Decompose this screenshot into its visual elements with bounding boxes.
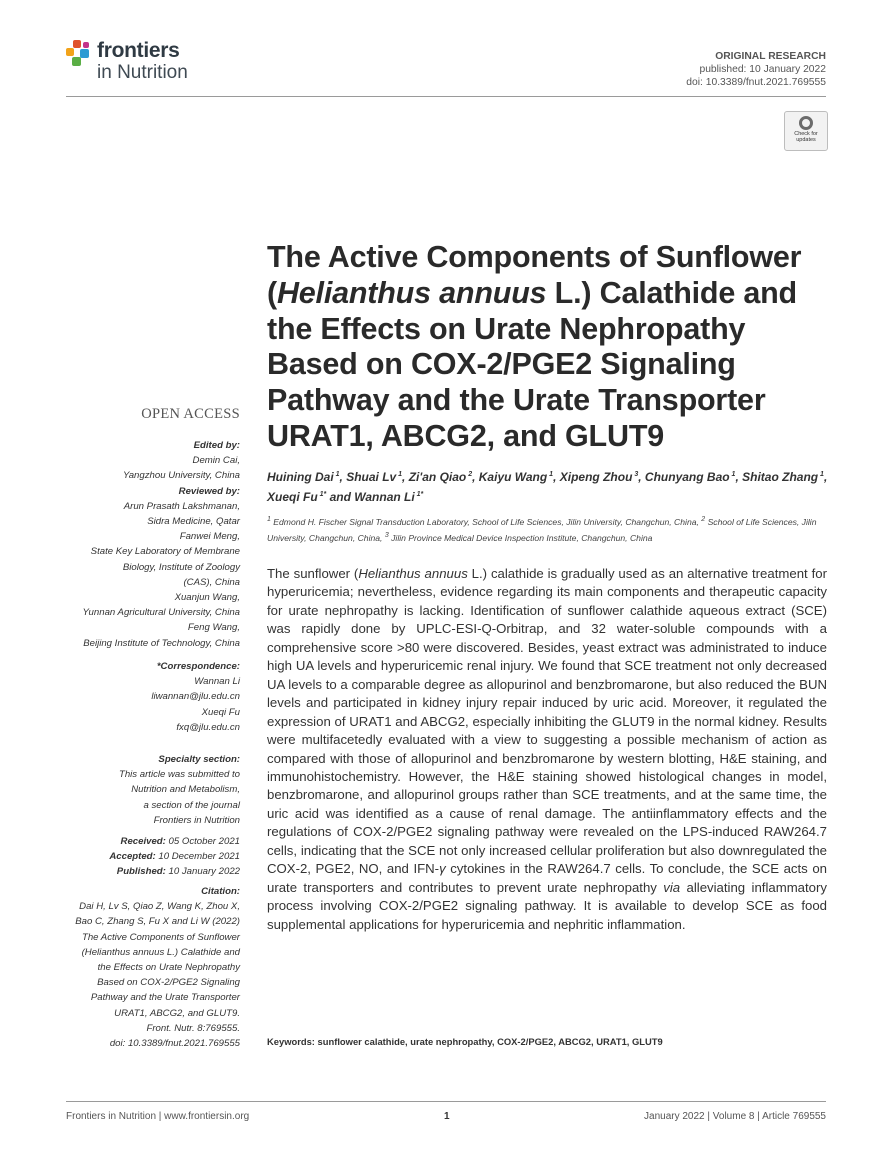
abstract-via: via	[663, 879, 681, 895]
received-value: 05 October 2021	[165, 836, 240, 847]
citation-label: Citation:	[201, 886, 240, 897]
article-type: ORIGINAL RESEARCH	[715, 51, 826, 62]
title-species: Helianthus annuus	[276, 275, 547, 310]
title-line: URAT1, ABCG2, and GLUT9	[267, 418, 665, 453]
check-for-updates-button[interactable]	[784, 111, 828, 151]
correspondence-line: Wannan Li	[194, 676, 240, 688]
logo-wordmark: frontiers	[97, 39, 180, 62]
citation-line: Front. Nutr. 8:769555.	[146, 1022, 240, 1034]
reviewed-by-label: Reviewed by:	[178, 485, 240, 497]
author-name[interactable]: Chunyang Bao	[644, 470, 730, 484]
accepted-label: Accepted:	[109, 851, 156, 863]
title-line: The Active Components of Sunflower	[267, 240, 802, 274]
specialty-line: Nutrition and Metabolism,	[131, 784, 240, 796]
author-name[interactable]: Xueqi Fu	[267, 490, 318, 504]
citation-line: Bao C, Zhang S, Fu X and Li W (2022)	[75, 916, 240, 928]
author-name[interactable]: Huining Dai	[267, 470, 334, 484]
specialty-line: Frontiers in Nutrition	[153, 814, 240, 826]
title-line: Based on COX-2/PGE2 Signaling	[267, 347, 736, 382]
citation-line: The Active Components of Sunflower	[81, 931, 240, 943]
reviewer-line: Fanwei Meng,	[179, 531, 240, 543]
accepted-value: 10 December 2021	[155, 851, 240, 863]
affiliations	[267, 513, 832, 545]
received-date	[60, 834, 240, 849]
open-access-label: OPEN ACCESS	[141, 406, 240, 422]
check-updates-label: Check for updates	[794, 131, 818, 143]
check-updates-icon	[799, 116, 813, 130]
affiliation-text: Jilin Province Medical Device Inspection Institute, Changchun, China	[388, 532, 653, 543]
affiliation-text: Edmond H. Fischer Signal Transduction Laboratory, School of Life Sciences, Jilin University, Changchun, China,	[270, 516, 702, 527]
reviewer-line: State Key Laboratory of Membrane	[90, 546, 240, 558]
abstract	[267, 565, 827, 934]
keywords: Keywords: sunflower calathide, urate nephropathy, COX-2/PGE2, ABCG2, URAT1, GLUT9	[267, 1036, 663, 1047]
sidebar-editors	[60, 438, 240, 651]
citation-line: the Effects on Urate Nephropathy	[97, 962, 240, 974]
header-rule	[66, 96, 826, 97]
title-paren: (	[267, 275, 277, 310]
specialty-line: a section of the journal	[143, 799, 240, 811]
specialty-line: This article was submitted to	[118, 769, 240, 781]
author-affiliation-mark: 1	[396, 471, 403, 478]
citation-doi[interactable]: doi: 10.3389/fnut.2021.769555	[109, 1038, 240, 1050]
author-name[interactable]: Kaiyu Wang	[478, 470, 548, 484]
author-affiliation-mark: 1	[818, 471, 824, 478]
published-value: 10 January 2022	[165, 866, 240, 878]
article-meta-header	[686, 50, 826, 89]
citation-line: (Helianthus annuus L.) Calathide and	[81, 946, 240, 958]
citation-line: Dai H, Lv S, Qiao Z, Wang K, Zhou X,	[79, 901, 240, 913]
author-affiliation-mark: 1	[729, 471, 736, 478]
footer-journal-link[interactable]: Frontiers in Nutrition | www.frontiersin.org	[66, 1111, 250, 1122]
sidebar-correspondence	[60, 659, 240, 735]
affiliation-text: School of Life Sciences, Jilin University, Changchun, China,	[267, 516, 817, 543]
author-name[interactable]: Wannan Li	[354, 490, 415, 504]
sidebar-dates	[60, 834, 240, 880]
reviewer-line: Xuanjun Wang,	[174, 592, 240, 604]
sidebar-citation	[60, 884, 240, 1051]
author-name[interactable]: Zi'an Qiao	[408, 470, 467, 484]
abstract-text: L.) calathide is gradually used as an alternative treatment for hyperuricemia; nevertheless, evidence regarding its main components and therapeutic capacity for urate nephropathy is lacking. Identification of sunflower calathide aqueous extract (SCE) was rapidly done by UPLC-ESI-Q-Orbitrap, and 32 water-soluble compounds with a comprehensive score >80 were discovered. Besides, yeast extract was administrated to induce high UA levels and hyperuricemic renal injury. We found that SCE treatment not only decreased UA levels to a comparable degree as allopurinol and benzbromarone, but also reduced the BUN levels and participated in kidney injury repair induced by uric acid. Moreover, it regulated the expression of URAT1 and ABCG2, especially inhibiting the GLUT9 in the normal kidney. Results were multifacetedly evaluated with a view to suggesting a possible mechanism of action as compared with those of allopurinol and benzbromarone by western blotting, H&E staining, and immunohistochemistry. However, the H&E staining showed histological changes in model, benzbromarone, and allopurinol groups rather than SCE treatments, and at the same time, the uric acid was identified as a cause of renal damage. The antiinflammatory effects and the regulations of COX-2/PGE2 signaling pathway were revealed on the LPS-induced RAW264.7 cells, indicating that the SCE not only increased cellular proliferation but also downregulated the COX-2, PGE2, NO, and IFN-	[267, 566, 827, 877]
author-affiliation-mark: 2	[466, 471, 473, 478]
affiliation-mark: 2	[701, 516, 706, 523]
frontiers-logo-icon	[66, 40, 92, 70]
reviewer-line: (CAS), China	[183, 576, 240, 588]
correspondence-email[interactable]: fxq@jlu.edu.cn	[176, 721, 240, 733]
editor-line: Yangzhou University, China	[123, 470, 240, 482]
accepted-date	[60, 849, 240, 864]
reviewer-line: Yunnan Agricultural University, China	[82, 607, 240, 619]
reviewer-line: Beijing Institute of Technology, China	[83, 637, 240, 649]
author-affiliation-mark: 1*	[414, 491, 424, 498]
author-name[interactable]: Xipeng Zhou	[559, 470, 633, 484]
abstract-text: alleviating inflammatory process involving COX-2/PGE2 signaling pathway. It is available to develop SCE as food supplemental applications for hyperuricemia and nephritic inflammation.	[267, 879, 827, 932]
abstract-gamma: γ	[439, 861, 446, 877]
page-number: 1	[444, 1111, 450, 1122]
abstract-species: Helianthus annuus	[358, 566, 468, 581]
article-title	[267, 240, 837, 455]
specialty-label: Specialty section:	[158, 754, 240, 765]
author-affiliation-mark: 3	[632, 471, 639, 478]
author-name[interactable]: Shitao Zhang	[742, 470, 819, 484]
journal-logo[interactable]	[66, 38, 226, 90]
doi[interactable]: doi: 10.3389/fnut.2021.769555	[686, 77, 826, 88]
author-name[interactable]: Shuai Lv	[346, 470, 397, 484]
reviewer-line: Feng Wang,	[187, 622, 240, 634]
correspondence-line: Xueqi Fu	[201, 706, 240, 718]
title-line: Pathway and the Urate Transporter	[267, 383, 766, 418]
correspondence-label: *Correspondence:	[156, 661, 240, 672]
author-affiliation-mark: 1	[547, 471, 554, 478]
citation-line: Pathway and the Urate Transporter	[90, 992, 240, 1004]
title-line-rest: L.) Calathide and	[546, 275, 797, 310]
author-affiliation-mark: 1*	[317, 491, 327, 498]
footer-rule	[66, 1101, 826, 1102]
correspondence-email[interactable]: liwannan@jlu.edu.cn	[151, 691, 240, 703]
editor-line: Demin Cai,	[192, 455, 240, 467]
reviewer-line: Sidra Medicine, Qatar	[147, 516, 240, 528]
reviewer-line: Arun Prasath Lakshmanan,	[123, 500, 240, 512]
published-label: Published:	[116, 866, 166, 878]
citation-line: URAT1, ABCG2, and GLUT9.	[114, 1007, 240, 1019]
sidebar-specialty	[60, 752, 240, 828]
title-line	[267, 276, 837, 312]
logo-journal-name: in Nutrition	[97, 62, 188, 83]
abstract-text: The sunflower (	[267, 566, 359, 581]
citation-line: Based on COX-2/PGE2 Signaling	[97, 977, 240, 989]
affiliation-mark: 3	[384, 531, 389, 539]
footer-issue-info: January 2022 | Volume 8 | Article 769555	[644, 1111, 826, 1122]
affiliation-mark: 1	[267, 516, 271, 523]
published-date: published: 10 January 2022	[699, 64, 826, 75]
received-label: Received:	[120, 836, 166, 847]
author-affiliation-mark: 1	[333, 471, 340, 478]
title-line: the Effects on Urate Nephropathy	[267, 311, 746, 346]
published-side-date	[60, 864, 240, 879]
reviewer-line: Biology, Institute of Zoology	[122, 561, 240, 573]
author-list: Huining Dai $^1$, Shuai Lv $^1$, Zi'an Qiao $^2$, Kaiyu Wang $^1$, Xipeng Zhou $^3$, Chunyang Bao $^1$, Shitao Zhang $^1$, Xueqi Fu $^{1*}$ and Wannan Li $^{1*}$	[267, 470, 828, 504]
edited-by-label: Edited by:	[193, 440, 240, 451]
abstract-text: cytokines in the RAW264.7 cells. To conclude, the SCE acts on urate transporters and contributes to prevent urate nephropathy	[267, 861, 827, 895]
